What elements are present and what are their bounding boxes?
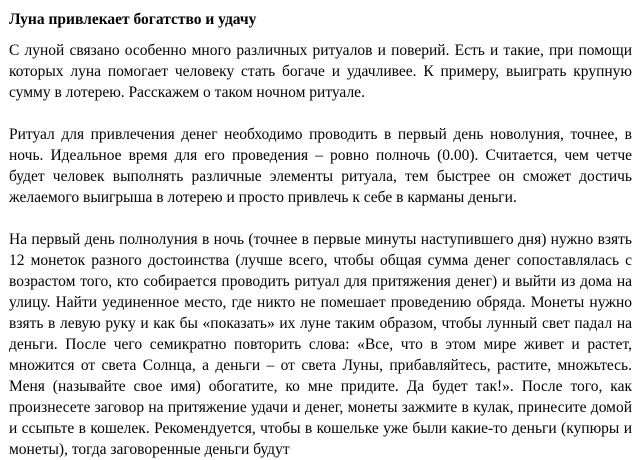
paragraph-intro: С луной связано особенно много различных ритуалов и поверий. Есть и такие, при помощи которых луна помогает человеку стать богаче и удачливее. К примеру, выиграть крупную сумму в лотерею. Расскажем о таком ночном ритуале. [9,42,632,101]
paragraph-ritual-timing: Ритуал для привлечения денег необходимо проводить в первый день новолуния, точнее, в ночь. Идеальное время для его проведения – ровно полночь (0.00). Считается, чем четче будет человек выполнять различные элементы ритуала, тем быстрее он сможет достичь желаемого выигрыша в лотерею и просто привлечь к себе в карманы деньги. [9,126,632,206]
paragraph-ritual-steps: На первый день полнолуния в ночь (точнее в первые минуты наступившего дня) нужно взять 12 монеток разного достоинства (лучше всего, чтобы общая сумма денег сопоставлялась с возрастом того, кто собирается проводить ритуал для притяжения денег) и выйти из дома на улицу. Найти уединенное место, где никто не помешает проведению обряда. Монеты нужно взять в левую руку и как бы «показать» их луне таким образом, чтобы лунный свет падал на деньги. После чего семикратно повторить слова: «Все, что в этом мире живет и растет, множится от света Солнца, а деньги – от света Луны, прибавляйтесь, растите, множьтесь. Меня (называйте свое имя) обогатите, ко мне придите. Да будет так!». После того, как произнесете заговор на притяжение удачи и денег, монеты зажмите в кулак, принесите домой и ссыпьте в кошелек. Рекомендуется, чтобы в кошельке уже были какие-то деньги (купюры и монеты), тогда заговоренные деньги будут [9,231,632,458]
article-title: Луна привлекает богатство и удачу [9,11,257,28]
